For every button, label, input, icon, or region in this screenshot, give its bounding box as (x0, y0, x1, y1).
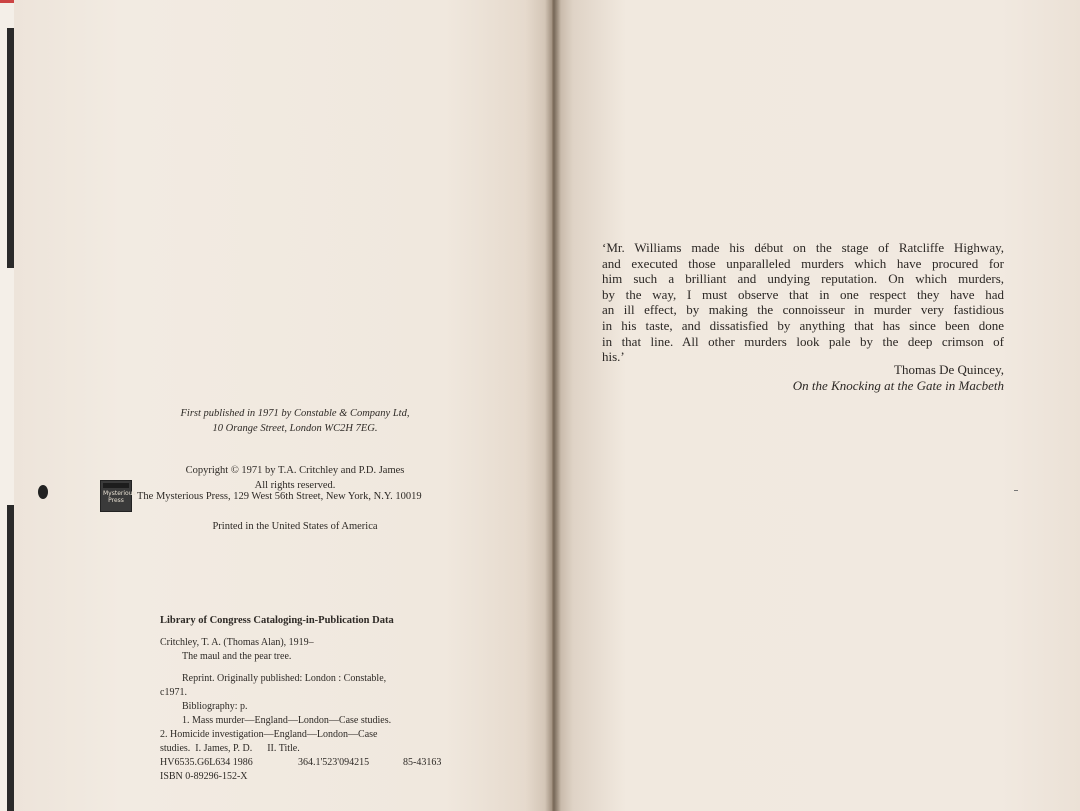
epigraph-line: ‘Mr. Williams made his début on the stage of Ratcliffe Highway, (602, 240, 1004, 255)
epigraph-line: in that line. All other murders look pale by the deep crimson of (602, 333, 1004, 349)
attribution-author: Thomas De Quincey, (894, 362, 1004, 377)
cip-lccn: 85-43163 (403, 757, 442, 768)
publisher-line: The Mysterious Press, 129 West 56th Street, New York, N.Y. 10019 (137, 491, 422, 502)
cip-isbn: ISBN 0-89296-152-X (160, 771, 248, 782)
publisher-logo (100, 480, 136, 512)
attribution-work: On the Knocking at the Gate in Macbeth (792, 378, 1004, 393)
copyright-note (120, 463, 470, 493)
epigraph-line: in his taste, and dissatisfied by anything that has since been done (602, 317, 1004, 333)
cip-reprint: Reprint. Originally published: London : Constable, (182, 673, 387, 684)
cip-subject: 2. Homicide investigation—England—London—Case (160, 729, 378, 740)
page-mark (1014, 490, 1018, 491)
book-gutter (545, 0, 561, 811)
epigraph-attribution (602, 362, 1004, 394)
epigraph-line: and executed those unparalleled murders which have procured for (602, 255, 1004, 271)
logo-text: Mysterious Press (103, 490, 136, 504)
epigraph (602, 240, 1004, 365)
rights-line: All rights reserved. (254, 480, 336, 491)
ink-spot (38, 485, 48, 499)
cip-author: Critchley, T. A. (Thomas Alan), 1919– (160, 637, 314, 648)
first-published-line: 10 Orange Street, London WC2H 7EG. (212, 423, 378, 434)
epigraph-line: him such a brilliant and undying reputation. On which murders, (602, 271, 1004, 287)
cip-block (160, 614, 460, 784)
cip-classification (160, 756, 460, 770)
page-edge (0, 0, 14, 811)
cip-lc-number: HV6535.G6L634 1986 (160, 757, 253, 768)
printed-line: Printed in the United States of America (212, 521, 378, 532)
right-page (552, 0, 1080, 811)
first-published-note (150, 406, 440, 436)
epigraph-line: by the way, I must observe that in one respect they have had (602, 286, 1004, 302)
cip-subject: 1. Mass murder—England—London—Case studies. (182, 715, 392, 726)
cip-title: The maul and the pear tree. (182, 651, 292, 662)
cip-heading: Library of Congress Cataloging-in-Publication Data (160, 615, 394, 626)
logo-roof (103, 483, 129, 488)
cip-reprint-date: c1971. (160, 687, 187, 698)
epigraph-line: his.’ (602, 349, 625, 365)
cip-bibliography: Bibliography: p. (182, 701, 248, 712)
cip-dewey-number: 364.1'523'094215 (298, 757, 370, 768)
epigraph-line: an ill effect, by making the connoisseur in murder very fastidious (602, 302, 1004, 318)
first-published-line: First published in 1971 by Constable & Company Ltd, (180, 408, 410, 419)
cip-subject: studies. I. James, P. D. II. Title. (160, 743, 300, 754)
copyright-line: Copyright © 1971 by T.A. Critchley and P.D. James (185, 465, 405, 476)
